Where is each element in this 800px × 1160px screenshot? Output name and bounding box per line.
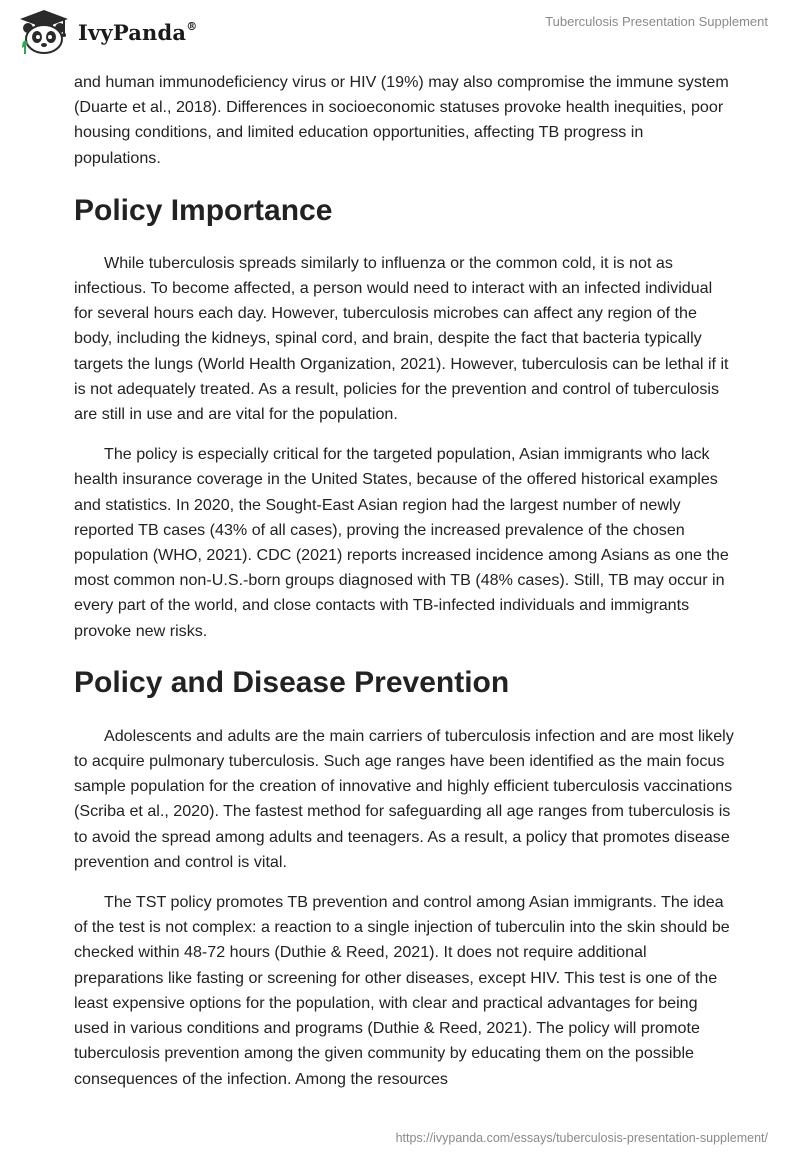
page-header: [0, 0, 800, 66]
panda-logo-icon: [16, 8, 72, 56]
footer-url-link[interactable]: https://ivypanda.com/essays/tuberculosis-presentation-supplement/: [395, 1131, 768, 1145]
paragraph: The policy is especially critical for the targeted population, Asian immigrants who lack health insurance coverage in the United States, because of the offered historical examples and statistics. In 2020, the Sought-East Asian region had the largest number of newly reported TB cases (43% of all cases), proving the increased prevalence of the chosen population (WHO, 2021). CDC (2021) reports increased incidence among Asians as one the most common non-U.S.-born groups diagnosed with TB (48% cases). Still, TB may occur in every part of the world, and close contacts with TB-infected individuals and immigrants provoke new risks.: [74, 445, 729, 640]
intro-paragraph: and human immunodeficiency virus or HIV (19%) may also compromise the immune system (Duarte et al., 2018). Differences in socioeconomic statuses provoke health inequities, poor housing conditions, and limited education opportunities, affecting TB progress in populations.: [74, 73, 729, 167]
paragraph: The TST policy promotes TB prevention and control among Asian immigrants. The idea of the test is not complex: a reaction to a single injection of tuberculin into the skin should be checked within 48-72 hours (Duthie & Reed, 2021). It does not require additional preparations like fasting or screening for other diseases, except HIV. This test is one of the least expensive options for the population, with clear and practical advantages for being used in various conditions and programs (Duthie & Reed, 2021). The policy will promote tuberculosis prevention among the given community by educating them on the possible consequences of the infection. Among the resources: [74, 893, 730, 1088]
ivypanda-logo[interactable]: [16, 8, 197, 56]
document-title: Tuberculosis Presentation Supplement: [545, 14, 768, 29]
section-heading-policy-disease-prevention: Policy and Disease Prevention: [74, 665, 510, 699]
paragraph: Adolescents and adults are the main carriers of tuberculosis infection and are most likely to acquire pulmonary tuberculosis. Such age ranges have been identified as the main focus sample population for the creation of innovative and highly efficient tuberculosis vaccinations (Scriba et al., 2020). The fastest method for safeguarding all age ranges from tuberculosis is to avoid the spread among adults and teenagers. As a result, a policy that promotes disease prevention and control is vital.: [74, 726, 734, 871]
logo-wordmark: IvyPanda®: [78, 19, 198, 45]
paragraph: While tuberculosis spreads similarly to influenza or the common cold, it is not as infectious. To become affected, a person would need to interact with an infected individual for several hours each day. However, tuberculosis microbes can affect any region of the body, including the kidneys, spinal cord, and brain, despite the fact that bacteria typically targets the lungs (World Health Organization, 2021). However, tuberculosis can be lethal if it is not adequately treated. As a result, policies for the prevention and control of tuberculosis are still in use and are vital for the population.: [74, 253, 729, 424]
essay-content: [74, 70, 734, 1092]
section-heading-policy-importance: Policy Importance: [74, 193, 333, 227]
